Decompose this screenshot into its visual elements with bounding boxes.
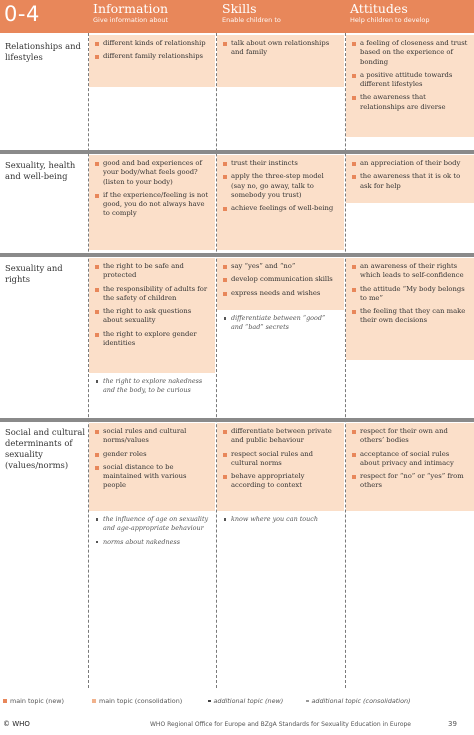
column-subtitle: Enable children to: [222, 16, 281, 24]
copyright-text: © WHO: [3, 720, 30, 728]
list-item: acceptance of social rules about privacy and intimacy: [351, 450, 468, 469]
list-item: different kinds of relationship: [94, 39, 209, 48]
list-item: different family relationships: [94, 52, 209, 61]
list-item: gender roles: [94, 450, 209, 459]
cell-skills: [217, 258, 344, 310]
source-text: WHO Regional Office for Europe and BZgA Standards for Sexuality Education in Europe: [150, 721, 412, 728]
cell-attitudes: [346, 258, 474, 360]
list-item: behave appropriately according to context: [222, 472, 338, 491]
cell-information: [89, 423, 215, 511]
footer: [0, 716, 474, 735]
column-header-information: [93, 2, 168, 24]
cell-attitudes: [346, 423, 474, 511]
list-item: the responsibility of adults for the safety of children: [94, 285, 209, 304]
column-header-skills: [222, 2, 281, 24]
legend-item: [3, 697, 64, 705]
list-item: the awareness that relationships are diverse: [351, 93, 468, 112]
cell-information: [89, 155, 215, 250]
list-item: say “yes” and “no”: [222, 262, 338, 271]
list-item: know where you can touch: [222, 515, 338, 524]
list-item: express needs and wishes: [222, 289, 338, 298]
legend-label: main topic (consolidation): [99, 697, 183, 705]
dot-icon: [208, 700, 211, 703]
list-item: the awareness that it is ok to ask for help: [351, 172, 468, 191]
list-item: social distance to be maintained with various people: [94, 463, 209, 491]
legend-item: [208, 697, 283, 705]
list-item: the influence of age on sexuality and age-appropriate behaviour: [94, 515, 209, 534]
list-item: social rules and cultural norms/values: [94, 427, 209, 446]
column-title: Skills: [222, 1, 257, 16]
list-item: achieve feelings of well-being: [222, 204, 338, 213]
list-item: the feeling that they can make their own decisions: [351, 307, 468, 326]
list-item: the right to be safe and protected: [94, 262, 209, 281]
row-label-social-cultural: Social and cultural determinants of sexuality (values/norms): [5, 427, 86, 470]
row-separator: [0, 150, 474, 154]
list-item: if the experience/feeling is not good, you do not always have to comply: [94, 191, 209, 219]
list-item: the right to explore gender identities: [94, 330, 209, 349]
list-item: trust their instincts: [222, 159, 338, 168]
row-label-rights: Sexuality and rights: [5, 263, 63, 284]
list-item: the right to explore nakedness and the body, to be curious: [94, 377, 209, 396]
cell-information: [89, 258, 215, 373]
column-title: Attitudes: [350, 1, 408, 16]
cell-skills: [217, 423, 344, 511]
cell-attitudes: [346, 155, 474, 203]
list-item: respect for their own and others’ bodies: [351, 427, 468, 446]
square-icon: [92, 699, 96, 703]
column-title: Information: [93, 1, 169, 16]
list-item: apply the three-step model (say no, go away, talk to somebody you trust): [222, 172, 338, 200]
list-item: develop communication skills: [222, 275, 338, 284]
cell-skills-notes: [217, 515, 344, 528]
cell-information-notes: [89, 377, 215, 400]
dot-icon: [306, 700, 309, 703]
age-group-title: 0-4: [4, 2, 40, 26]
list-item: respect for “no” or “yes” from others: [351, 472, 468, 491]
table-header: [0, 0, 474, 33]
legend-label: additional topic (consolidation): [311, 697, 411, 705]
list-item: good and bad experiences of your body/what feels good? (listen to your body): [94, 159, 209, 187]
cell-information-notes: [89, 515, 215, 551]
square-icon: [3, 699, 7, 703]
cell-skills-notes: [217, 314, 344, 337]
column-header-attitudes: [350, 2, 430, 24]
list-item: a feeling of closeness and trust based on the experience of bonding: [351, 39, 468, 67]
column-subtitle: Give information about: [93, 16, 169, 24]
legend-label: additional topic (new): [213, 697, 284, 705]
row-label-relationships: Relationships and lifestyles: [5, 41, 81, 62]
legend-item: [92, 697, 182, 705]
row-separator: [0, 418, 474, 422]
list-item: talk about own relationships and family: [222, 39, 338, 58]
cell-attitudes: [346, 35, 474, 137]
column-divider: [216, 33, 217, 688]
legend-item: [306, 697, 411, 705]
cell-information: [89, 35, 215, 87]
list-item: differentiate between “good” and “bad” secrets: [222, 314, 338, 333]
list-item: an awareness of their rights which leads to self-confidence: [351, 262, 468, 281]
legend-label: main topic (new): [10, 697, 64, 705]
column-subtitle: Help children to develop: [350, 16, 430, 24]
cell-skills: [217, 35, 344, 87]
list-item: an appreciation of their body: [351, 159, 468, 168]
row-separator: [0, 253, 474, 257]
list-item: the right to ask questions about sexuality: [94, 307, 209, 326]
list-item: the attitude “My body belongs to me”: [351, 285, 468, 304]
list-item: respect social rules and cultural norms: [222, 450, 338, 469]
row-label-health: Sexuality, health and well-being: [5, 160, 76, 181]
list-item: norms about nakedness: [94, 538, 209, 547]
list-item: differentiate between private and public behaviour: [222, 427, 338, 446]
list-item: a positive attitude towards different lifestyles: [351, 71, 468, 90]
legend: [0, 697, 474, 709]
cell-skills: [217, 155, 344, 250]
page-number: 39: [448, 720, 457, 728]
